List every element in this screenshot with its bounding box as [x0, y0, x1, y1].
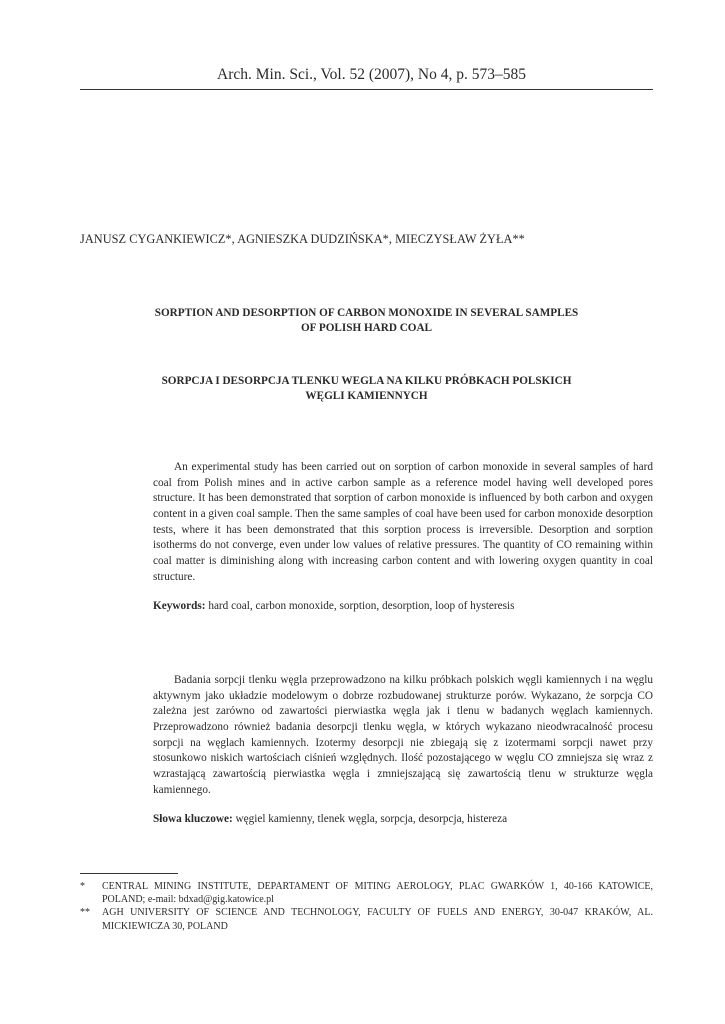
- abstract-polish: [153, 673, 653, 798]
- footnote-item: [80, 906, 653, 932]
- title-english-line-2: OF POLISH HARD COAL: [300, 322, 433, 334]
- footnote-rule: [80, 873, 178, 874]
- keywords-english: [153, 600, 653, 612]
- keywords-polish: [153, 813, 653, 825]
- footnote-mark: **: [80, 907, 90, 919]
- journal-citation: Arch. Min. Sci., Vol. 52 (2007), No 4, p. 573–585: [217, 66, 526, 83]
- abstract-polish-text: Badania sorpcji tlenku węgla przeprowadzono na kilku próbkach polskich węgli kamiennych i na węglu aktywnym jako układzie modelowym o dobrze rozbudowanej strukturze porów. Wykazano, że sorpcja CO zależna jest zarówno od zawartości pierwiastka węgla jak i tlenu w badanych węglach kamiennych. Przeprowadzono również badania desorpcji tlenku węgla, w których wykazano nieodwracalność procesu sorpcji na węglach kamiennych. Izotermy desorpcji nie zbiegają się z izotermami sorpcji nawet przy stosunkowo niskich wartościach ciśnień względnych. Ilość pozostającego w węglu CO zmniejsza się wraz z wzrastającą zawartością pierwiastka węgla i zmniejszającą się zawartością tlenu w strukturze węgla kamiennego.: [153, 674, 653, 796]
- keywords-english-text: hard coal, carbon monoxide, sorption, desorption, loop of hysteresis: [205, 600, 515, 612]
- footnotes: [80, 880, 653, 933]
- abstract-english: [153, 460, 653, 585]
- title-english-line-1: SORPTION AND DESORPTION OF CARBON MONOXIDE IN SEVERAL SAMPLES: [154, 307, 579, 319]
- footnote-mark: *: [80, 881, 85, 892]
- title-polish-line-1: SORPCJA I DESORPCJA TLENKU WEGLA NA KILKU PRÓBKACH POLSKICH: [161, 375, 572, 387]
- abstract-english-text: An experimental study has been carried out on sorption of carbon monoxide in several samples of hard coal from Polish mines and in active carbon sample as a reference model having well developed pores structure. It has been demonstrated that sorption of carbon monoxide is influenced by both carbon and oxygen content in a given coal sample. Then the same samples of coal have been used for carbon monoxide desorption tests, where it has been demonstrated that this sorption process is irreversible. Desorption and sorption isotherms do not converge, even under low values of relative pressures. The quantity of CO remaining within coal matter is diminishing along with increasing carbon content and with lowering oxygen quantity in coal structure.: [153, 461, 653, 583]
- author-list: JANUSZ CYGANKIEWICZ*, AGNIESZKA DUDZIŃSKA*, MIECZYSŁAW ŻYŁA**: [80, 232, 525, 246]
- footnote-text: AGH UNIVERSITY OF SCIENCE AND TECHNOLOGY, FACULTY OF FUELS AND ENERGY, 30-047 KRAKÓW, AL. MICKIEWICZA 30, POLAND: [102, 907, 653, 932]
- title-english: [80, 306, 653, 336]
- keywords-polish-label: Słowa kluczowe:: [153, 813, 233, 825]
- footnote-item: [80, 880, 653, 906]
- footnote-text: CENTRAL MINING INSTITUTE, DEPARTAMENT OF MITING AEROLOGY, PLAC GWARKÓW 1, 40-166 KATOWICE, POLAND; e-mail: bdxad@gig.katowice.pl: [102, 881, 653, 906]
- title-polish-line-2: WĘGLI KAMIENNYCH: [305, 390, 428, 402]
- keywords-english-label: Keywords:: [153, 600, 206, 612]
- header-rule: [80, 89, 653, 90]
- keywords-polish-text: węgiel kamienny, tlenek węgla, sorpcja, desorpcja, histereza: [232, 813, 508, 825]
- title-polish: [80, 374, 653, 404]
